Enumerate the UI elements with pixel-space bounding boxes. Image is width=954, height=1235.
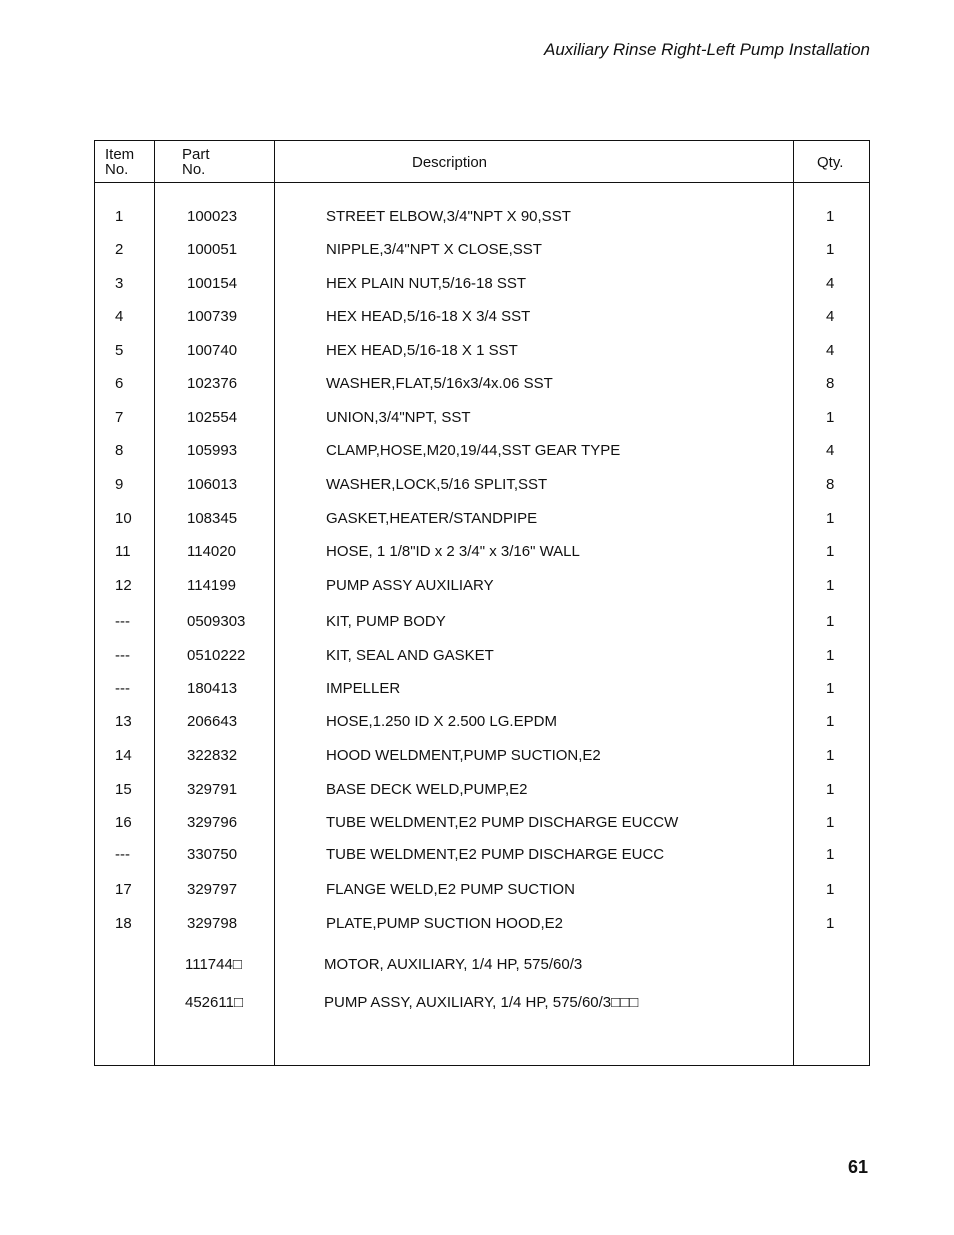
part-number-cell: 180413 [187,680,238,697]
quantity-cell: 4 [826,342,835,359]
item-number-cell: --- [115,613,130,630]
description-cell: HEX HEAD,5/16-18 X 3/4 SST [326,308,531,325]
part-number-cell: 100154 [187,275,238,292]
quantity-cell: 1 [826,409,835,426]
table-body [95,141,869,1065]
part-number-cell: 329797 [187,881,238,898]
quantity-cell: 1 [826,881,835,898]
table-row [95,576,869,596]
part-number-cell: 108345 [187,510,238,527]
part-number-cell: 0510222 [187,647,246,664]
table-row [95,880,869,900]
item-number-cell: --- [115,846,130,863]
item-number-cell: 18 [115,915,132,932]
table-row [95,374,869,394]
item-number-cell: 4 [115,308,124,325]
part-number-cell: 102554 [187,409,238,426]
table-row [95,746,869,766]
table-row [95,408,869,428]
quantity-cell: 1 [826,241,835,258]
item-number-cell: 17 [115,881,132,898]
description-cell: HEX HEAD,5/16-18 X 1 SST [326,342,518,359]
description-cell: HEX PLAIN NUT,5/16-18 SST [326,275,527,292]
description-cell: PUMP ASSY, AUXILIARY, 1/4 HP, 575/60/3□□□ [324,994,639,1011]
header-text: No. [182,161,206,178]
part-number-cell: 105993 [187,442,238,459]
column-header-qty: Qty. [817,154,844,171]
table-row [95,207,869,227]
part-number-cell: 329798 [187,915,238,932]
item-number-cell: 11 [115,543,131,560]
quantity-cell: 1 [826,208,835,225]
part-number-cell: 329791 [187,781,238,798]
table-row [95,914,869,934]
table-row [95,274,869,294]
quantity-cell: 1 [826,846,835,863]
part-number-cell: 114020 [187,543,236,560]
part-number-cell: 100051 [187,241,238,258]
part-number-cell: 330750 [187,846,238,863]
quantity-cell: 1 [826,543,835,560]
item-number-cell: 1 [115,208,124,225]
description-cell: UNION,3/4"NPT, SST [326,409,471,426]
part-number-cell: 111744□ [185,956,242,973]
description-cell: GASKET,HEATER/STANDPIPE [326,510,538,527]
part-number-cell: 100023 [187,208,238,225]
table-row [95,993,869,1013]
description-cell: HOOD WELDMENT,PUMP SUCTION,E2 [326,747,601,764]
item-number-cell: 12 [115,577,132,594]
item-number-cell: 7 [115,409,124,426]
description-cell: IMPELLER [326,680,401,697]
quantity-cell: 1 [826,577,835,594]
description-cell: STREET ELBOW,3/4"NPT X 90,SST [326,208,571,225]
item-number-cell: 8 [115,442,124,459]
quantity-cell: 1 [826,915,835,932]
item-number-cell: --- [115,647,130,664]
table-row [95,646,869,666]
description-cell: PLATE,PUMP SUCTION HOOD,E2 [326,915,563,932]
part-number-cell: 114199 [187,577,236,594]
column-header-description: Description [412,154,488,171]
header-text: No. [105,161,129,178]
quantity-cell: 1 [826,647,835,664]
item-number-cell: 14 [115,747,132,764]
header-text: Part [182,146,210,163]
description-cell: NIPPLE,3/4"NPT X CLOSE,SST [326,241,542,258]
description-cell: KIT, PUMP BODY [326,613,446,630]
parts-table [94,140,870,1066]
description-cell: TUBE WELDMENT,E2 PUMP DISCHARGE EUCC [326,846,665,863]
description-cell: FLANGE WELD,E2 PUMP SUCTION [326,881,575,898]
table-row [95,441,869,461]
quantity-cell: 1 [826,781,835,798]
description-cell: CLAMP,HOSE,M20,19/44,SST GEAR TYPE [326,442,621,459]
quantity-cell: 4 [826,308,835,325]
table-row [95,475,869,495]
description-cell: KIT, SEAL AND GASKET [326,647,494,664]
table-row [95,955,869,975]
item-number-cell: --- [115,680,130,697]
quantity-cell: 4 [826,442,835,459]
item-number-cell: 3 [115,275,124,292]
quantity-cell: 1 [826,814,835,831]
quantity-cell: 1 [826,713,835,730]
table-row [95,341,869,361]
description-cell: WASHER,LOCK,5/16 SPLIT,SST [326,476,548,493]
page-header-title: Auxiliary Rinse Right-Left Pump Installation [544,40,870,59]
quantity-cell: 1 [826,613,835,630]
header-text: Item [105,146,135,163]
part-number-cell: 100739 [187,308,238,325]
part-number-cell: 329796 [187,814,238,831]
table-row [95,509,869,529]
table-row [95,240,869,260]
item-number-cell: 13 [115,713,132,730]
part-number-cell: 452611□ [185,994,244,1011]
quantity-cell: 4 [826,275,835,292]
item-number-cell: 16 [115,814,132,831]
part-number-cell: 102376 [187,375,238,392]
table-row [95,679,869,699]
quantity-cell: 8 [826,476,835,493]
item-number-cell: 9 [115,476,124,493]
table-row [95,612,869,632]
table-row [95,813,869,833]
description-cell: BASE DECK WELD,PUMP,E2 [326,781,528,798]
quantity-cell: 1 [826,510,835,527]
quantity-cell: 8 [826,375,835,392]
page-number: 61 [847,1157,868,1177]
item-number-cell: 15 [115,781,132,798]
item-number-cell: 6 [115,375,124,392]
table-row [95,307,869,327]
part-number-cell: 206643 [187,713,238,730]
quantity-cell: 1 [826,747,835,764]
description-cell: TUBE WELDMENT,E2 PUMP DISCHARGE EUCCW [326,814,679,831]
part-number-cell: 322832 [187,747,238,764]
description-cell: PUMP ASSY AUXILIARY [326,577,494,594]
part-number-cell: 100740 [187,342,238,359]
description-cell: MOTOR, AUXILIARY, 1/4 HP, 575/60/3 [324,956,583,973]
part-number-cell: 106013 [187,476,238,493]
item-number-cell: 5 [115,342,124,359]
quantity-cell: 1 [826,680,835,697]
table-row [95,845,869,865]
item-number-cell: 2 [115,241,124,258]
table-row [95,712,869,732]
table-row [95,542,869,562]
table-row [95,780,869,800]
description-cell: HOSE,1.250 ID X 2.500 LG.EPDM [326,713,557,730]
description-cell: WASHER,FLAT,5/16x3/4x.06 SST [326,375,553,392]
part-number-cell: 0509303 [187,613,246,630]
item-number-cell: 10 [115,510,132,527]
description-cell: HOSE, 1 1/8"ID x 2 3/4" x 3/16" WALL [326,543,580,560]
